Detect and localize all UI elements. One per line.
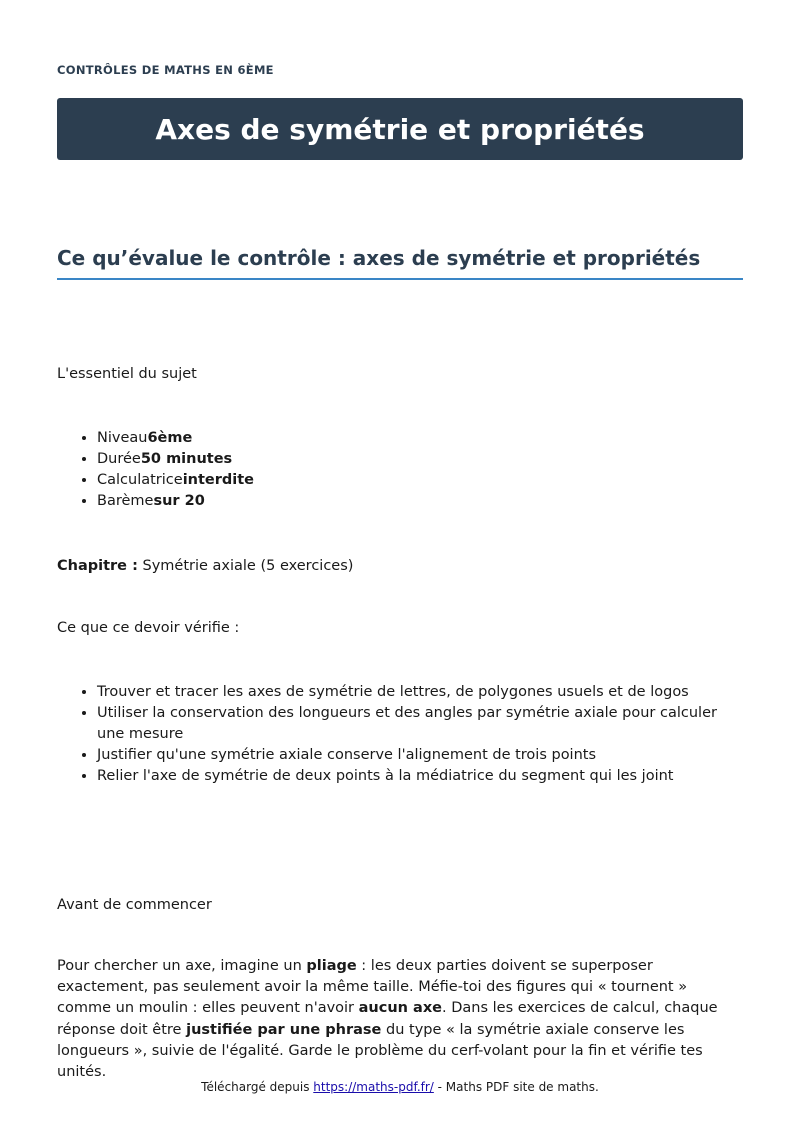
list-item: • Relier l'axe de symétrie de deux points à la médiatrice du segment qui les joint — [97, 766, 743, 787]
list-item: • Trouver et tracer les axes de symétrie de lettres, de polygones usuels et de logos — [97, 682, 743, 703]
verifie-heading: Ce que ce devoir vérifie : — [57, 620, 240, 636]
footer: Téléchargé depuis https://maths-pdf.fr/ - Maths PDF site de maths. — [201, 1080, 599, 1094]
list-item: • Niveau6ème — [97, 428, 743, 449]
chapitre-value: Symétrie axiale (5 exercices) — [142, 558, 354, 574]
verifie-list — [57, 682, 743, 787]
page-title: Axes de symétrie et propriétés — [155, 112, 645, 146]
header-kicker: CONTRÔLES DE MATHS EN 6ÈME — [57, 63, 274, 77]
title-banner — [57, 98, 743, 160]
list-item: • Barèmesur 20 — [97, 491, 743, 512]
chapitre-label: Chapitre : — [57, 558, 138, 574]
section-title: Ce qu’évalue le contrôle : axes de symétrie et propriétés — [57, 246, 743, 280]
chapitre-line — [57, 558, 353, 574]
avant-heading: Avant de commencer — [57, 897, 212, 913]
list-item: • Justifier qu'une symétrie axiale conserve l'alignement de trois points — [97, 745, 743, 766]
list-item: • Durée50 minutes — [97, 449, 743, 470]
list-item: • Utiliser la conservation des longueurs et des angles par symétrie axiale pour calculer une mesure — [97, 703, 743, 745]
avant-paragraph: Pour chercher un axe, imagine un pliage : les deux parties doivent se superposer exactement, pas seulement avoir la même taille. Méfie-toi des figures qui « tournent » comme un moulin : elles peuvent n'avoir aucun axe. Dans les exercices de calcul, chaque réponse doit être justifiée par une phrase du type « la symétrie axiale conserve les longueurs », suivie de l'égalité. Garde le problème du cerf-volant pour la fin et vérifie tes unités. — [57, 958, 718, 1081]
list-item: • Calculatriceinterdite — [97, 470, 743, 491]
essentiel-list — [57, 428, 743, 512]
essentiel-heading: L'essentiel du sujet — [57, 366, 197, 382]
footer-link[interactable]: https://maths-pdf.fr/ — [313, 1080, 434, 1094]
